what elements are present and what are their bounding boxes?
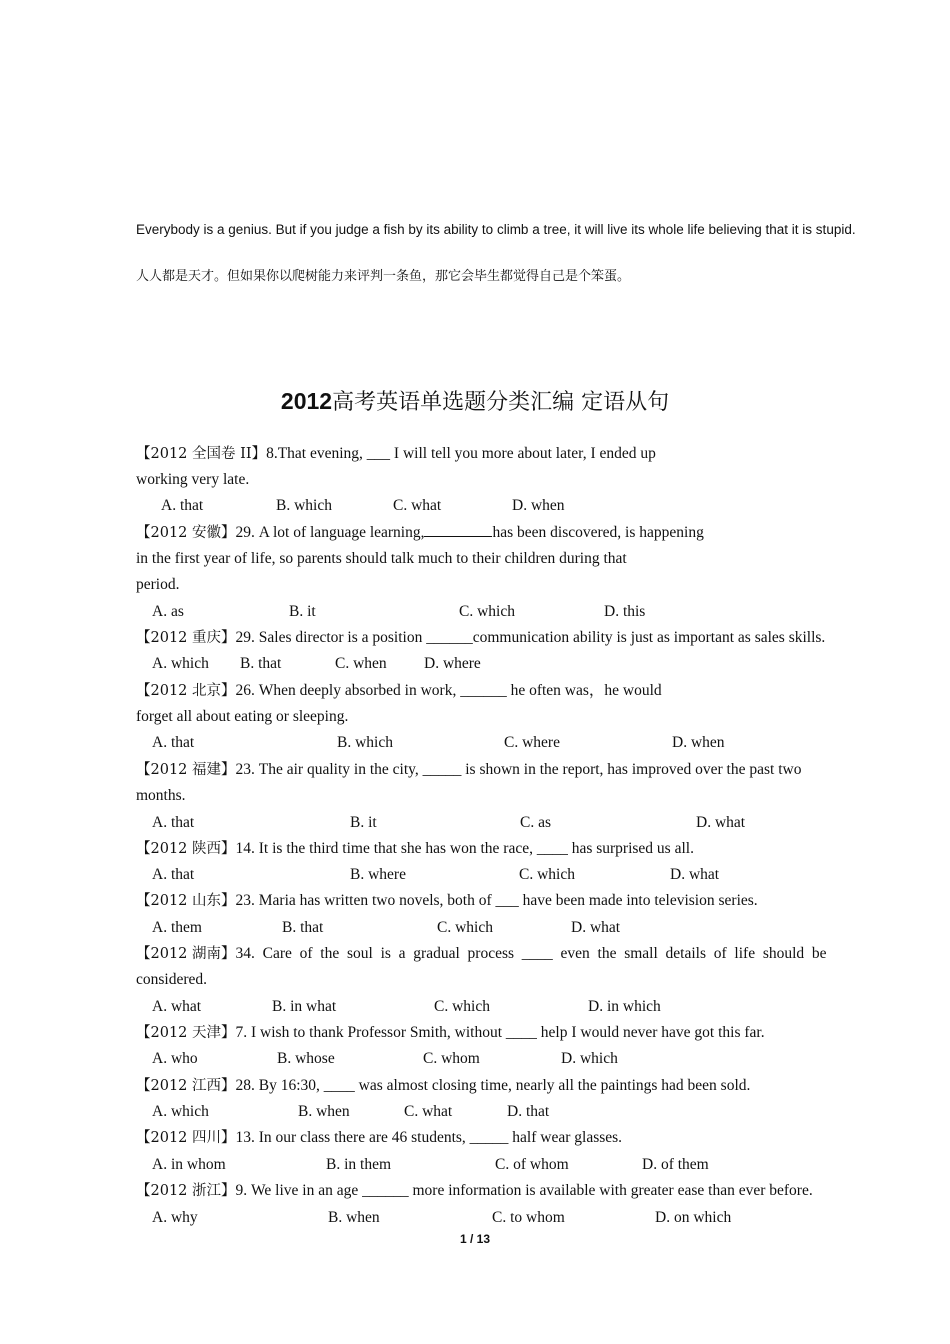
option-b: B. in what	[272, 998, 337, 1015]
option-a: A. in whom	[152, 1156, 226, 1173]
question-10-line-1	[136, 1073, 750, 1099]
question-1-line-2: working very late.	[136, 471, 250, 488]
title-text: 高考英语单选题分类汇编 定语从句	[332, 390, 670, 415]
option-d: D. when	[512, 497, 565, 514]
option-b: B. where	[350, 866, 406, 883]
question-11-line-1	[136, 1125, 622, 1151]
option-a: A. that	[152, 814, 195, 831]
question-text: 29. A lot of language learning,	[235, 524, 425, 541]
option-d: D. this	[604, 603, 646, 620]
option-c: C. which	[434, 998, 490, 1015]
question-8-line-2: considered.	[136, 971, 208, 988]
option-a: A. that	[152, 866, 195, 883]
option-d: D. that	[507, 1103, 550, 1120]
question-text: 8.That evening, ___ I will tell you more about later, I ended up	[266, 445, 656, 462]
question-tag: 【2012 天津】	[136, 1025, 236, 1041]
quote-english: Everybody is a genius. But if you judge a fish by its ability to climb a tree, it will live its whole life believing that it is stupid.	[136, 222, 856, 237]
option-d: D. of them	[642, 1156, 709, 1173]
question-text: 28. By 16:30, ____ was almost closing time, nearly all the paintings had been sold.	[235, 1077, 751, 1094]
option-d: D. on which	[655, 1209, 732, 1226]
question-tag: 【2012 浙江】	[136, 1183, 236, 1199]
question-text: 7. I wish to thank Professor Smith, without ____ help I would never have got this far.	[235, 1024, 765, 1041]
option-b: B. it	[289, 603, 316, 620]
question-2-line-3: period.	[136, 576, 180, 593]
option-b: B. which	[337, 734, 393, 751]
option-c: C. which	[459, 603, 515, 620]
option-d: D. what	[571, 919, 621, 936]
option-c: C. of whom	[495, 1156, 569, 1173]
option-b: B. which	[276, 497, 332, 514]
option-d: D. what	[696, 814, 746, 831]
question-text: has been discovered, is happening	[492, 524, 704, 541]
option-c: C. when	[335, 655, 387, 672]
option-b: B. when	[298, 1103, 350, 1120]
question-text: 14. It is the third time that she has won the race, ____ has surprised us all.	[235, 840, 694, 857]
question-text: 13. In our class there are 46 students, _____ half wear glasses.	[235, 1129, 623, 1146]
option-b: B. that	[282, 919, 324, 936]
option-c: C. what	[393, 497, 442, 514]
quote-chinese: 人人都是天才。但如果你以爬树能力来评判一条鱼，那它会毕生都觉得自己是个笨蛋。	[136, 269, 631, 284]
question-2-line-1	[136, 520, 704, 546]
option-d: D. in which	[588, 998, 661, 1015]
question-12-line-1	[136, 1178, 813, 1204]
question-4-line-1	[136, 678, 662, 704]
blank-underline	[424, 522, 492, 537]
option-c: C. whom	[423, 1050, 480, 1067]
question-tag: 【2012 重庆】	[136, 630, 236, 646]
option-b: B. it	[350, 814, 377, 831]
option-b: B. that	[240, 655, 282, 672]
question-tag: 【2012 陕西】	[136, 841, 236, 857]
option-a: A. what	[152, 998, 202, 1015]
question-tag: 【2012 湖南】	[136, 946, 236, 962]
option-c: C. as	[520, 814, 551, 831]
question-text: 26. When deeply absorbed in work, ______ he often was，he would	[235, 682, 662, 699]
option-c: C. to whom	[492, 1209, 565, 1226]
question-tag: 【2012 福建】	[136, 762, 236, 778]
title-year: 2012	[280, 388, 333, 414]
option-a: A. who	[152, 1050, 198, 1067]
option-c: C. which	[437, 919, 493, 936]
option-b: B. whose	[277, 1050, 335, 1067]
question-text: 23. The air quality in the city, _____ is shown in the report, has improved over the past two	[235, 761, 802, 778]
option-b: B. when	[328, 1209, 380, 1226]
question-8-line-1	[136, 941, 827, 967]
question-3-line-1	[136, 625, 825, 651]
option-d: D. when	[672, 734, 725, 751]
question-tag: 【2012 四川】	[136, 1130, 236, 1146]
option-a: A. which	[152, 1103, 209, 1120]
question-4-line-2: forget all about eating or sleeping.	[136, 708, 349, 725]
page-number: 1 / 13	[459, 1232, 491, 1246]
option-a: A. that	[161, 497, 204, 514]
question-1-line-1	[136, 441, 656, 467]
question-tag: 【2012 江西】	[136, 1078, 236, 1094]
option-a: A. them	[152, 919, 202, 936]
question-text: 34. Care of the soul is a gradual process ____ even the small details of life should be	[235, 945, 827, 962]
question-text: 9. We live in an age ______ more information is available with greater ease than ever before.	[235, 1182, 813, 1199]
option-a: A. that	[152, 734, 195, 751]
question-text: 23. Maria has written two novels, both of ___ have been made into television series.	[235, 892, 758, 909]
page-title	[0, 386, 950, 418]
question-7-line-1	[136, 888, 758, 914]
option-c: C. where	[504, 734, 560, 751]
option-d: D. which	[561, 1050, 618, 1067]
option-c: C. what	[404, 1103, 453, 1120]
question-text: 29. Sales director is a position ______communication ability is just as important as sales skills.	[235, 629, 826, 646]
question-6-line-1	[136, 836, 694, 862]
option-d: D. what	[670, 866, 720, 883]
question-tag: 【2012 北京】	[136, 683, 236, 699]
question-5-line-1	[136, 757, 801, 783]
question-2-line-2: in the first year of life, so parents should talk much to their children during that	[136, 550, 627, 567]
option-b: B. in them	[326, 1156, 392, 1173]
question-tag: 【2012 全国卷 II】	[136, 446, 267, 462]
option-c: C. which	[519, 866, 575, 883]
question-tag: 【2012 安徽】	[136, 525, 236, 541]
option-a: A. as	[152, 603, 184, 620]
question-tag: 【2012 山东】	[136, 893, 236, 909]
question-5-line-2: months.	[136, 787, 186, 804]
option-a: A. why	[152, 1209, 198, 1226]
option-a: A. which	[152, 655, 209, 672]
question-9-line-1	[136, 1020, 765, 1046]
option-d: D. where	[424, 655, 481, 672]
